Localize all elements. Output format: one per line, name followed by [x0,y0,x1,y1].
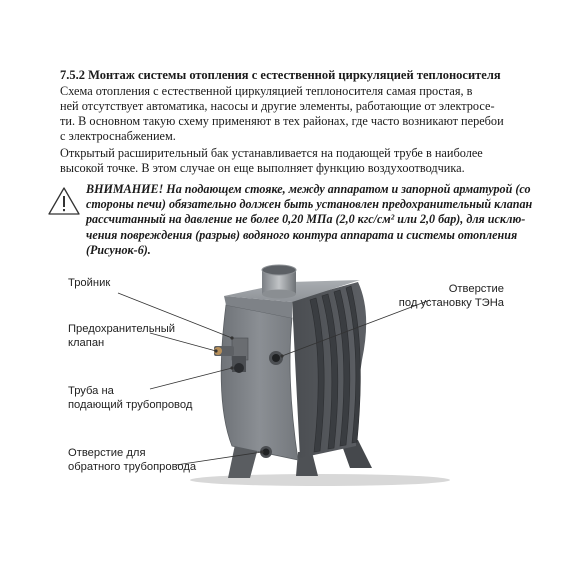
warning-line: стороны печи) обязательно должен быть установлен предохранительный клапан [86,197,533,212]
heater-hole [272,354,280,362]
label-safety-valve [68,322,175,350]
paragraph-expansion-tank [60,146,526,176]
label-supply-pipe [68,384,192,412]
label-line: Отверстие для [68,447,146,459]
section-heading: 7.5.2 Монтаж системы отопления с естественной циркуляцией теплоносителя [60,68,501,82]
label-line: подающий трубопровод [68,399,193,411]
warning-line: ВНИМАНИЕ! На подающем стояке, между аппаратом и запорной арматурой (со [86,182,531,196]
paragraph-line: Открытый расширительный бак устанавливается на подающей трубе в наиболее [60,146,483,160]
warning-line: чения повреждения (разрыв) водяного контура аппарата и системы отопления [86,227,518,242]
label-line: Труба на [68,385,114,397]
label-line: клапан [68,337,105,349]
label-line: обратного трубопровода [68,461,197,473]
warning-triangle-icon [48,186,80,216]
label-line: Тройник [68,277,111,289]
paragraph-line: с электроснабжением. [60,129,176,143]
chimney-base [262,290,296,299]
warning-block [86,182,533,258]
label-tee [68,276,110,290]
label-line: под установку ТЭНа [398,297,504,309]
warning-line: (Рисунок-6). [86,242,151,257]
label-line: Отверстие [448,283,504,295]
chimney-opening [262,265,296,275]
label-return-hole [68,446,196,474]
paragraph-line: высокой точке. В этом случае он еще выполняет функцию воздухоотводчика. [60,161,465,175]
supply-pipe-opening [234,363,244,373]
paragraph-line: ней отсутствует автоматика, насосы и другие элементы, работающие от электросе- [60,99,495,113]
warning-line: рассчитанный на давление не более 0,20 МПа (2,0 кгс/см² или 2,0 бар), для исклю- [86,212,526,227]
stove-front [221,305,298,460]
label-line: Предохранительный [68,323,176,335]
label-heater-hole [399,282,504,310]
paragraph-natural-circulation [60,84,526,144]
paragraph-line: Схема отопления с естественной циркуляцией теплоносителя самая простая, в [60,84,473,98]
paragraph-line: ти. В основном такую схему применяют в тех районах, где часто возникают перебои [60,114,504,128]
